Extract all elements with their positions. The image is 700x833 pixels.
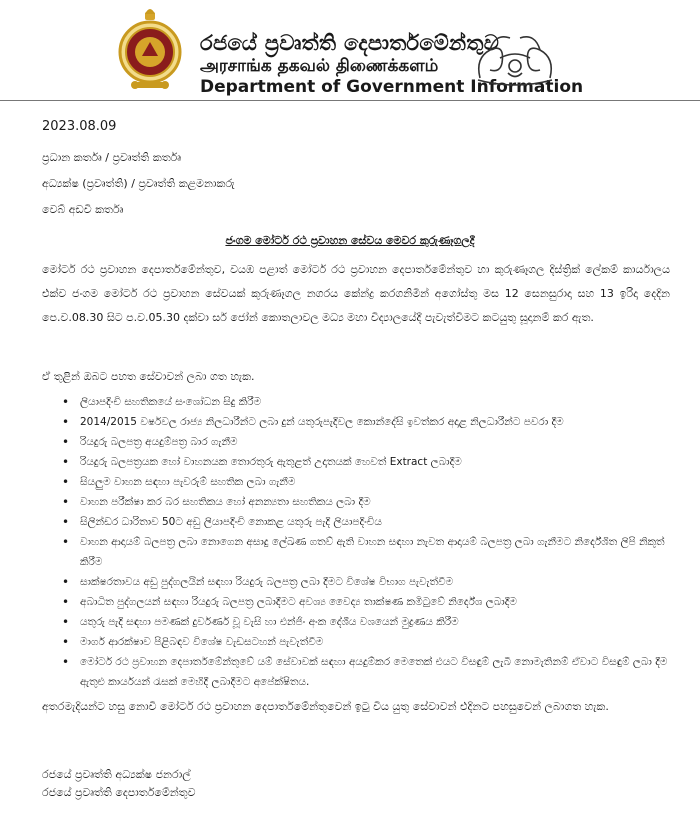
list-item: • මෝටර් රථ ප්‍රවාහන දෙපාර්තමේන්තුවේ යම් සේවාවක් සඳහා අයදුම්කර මෙතෙක් එයට විසඳුම් ලැබී නොමැතිනම් ඒවාට විසඳුම් ලබා දීම ඇතුළු කාර්යයන් රැසක් මෙහිදී ලබාදීමට අපේක්ෂිතය. <box>62 652 672 692</box>
sri-lanka-emblem-icon <box>115 4 185 94</box>
addressee-line: ප්‍රධාන කර්තෘ / ප්‍රවෘත්ති කර්තෘ <box>42 151 181 164</box>
department-title-english: Department of Government Information <box>200 77 584 97</box>
subject-heading <box>0 234 700 248</box>
list-item: • අබාධිත පුද්ගලයන් සඳහා රියදුරු බලපත්‍ර ලබාදීමට අවශ්‍ය වෛද්‍ය තාක්ෂණ කමිටුවේ නිර්දේශ ලබාදීම <box>62 592 672 612</box>
ornamental-swan-icon <box>470 28 560 88</box>
header-divider <box>0 100 700 101</box>
list-item: • රියදුරු බලපත්‍ර අයදුම්පත්‍ර බාර ගැනීම <box>62 432 672 452</box>
list-item: • රියදුරු බලපත්‍රයක හෝ වාහනයක තොරතුරු ඇතුළත් උදෘතයක් හෙවත් Extract ලබාදීම <box>62 452 672 472</box>
list-item: • යතුරු පැදි සඳහා පමණක් දුර්වර්ණ වූ වැසි හා එන්ජිං අංක දේශීය වශයෙන් මුද්‍රණය කිරීම <box>62 612 672 632</box>
body-paragraph: මෝටර් රථ ප්‍රවාහන දෙපාර්තමේන්තුව, වයඹ පළාත් මෝටර් රථ ප්‍රවාහන දෙපාර්තමේන්තුව හා කුරුණෑගල දිස්ත්‍රික් ලේකම් කාර්යාලය එක්ව ජංගම මෝටර් රථ ප්‍රවාහන සේවයක් කුරුණෑගල නගරය කේන්ද්‍ර කරගනිමින් අගෝස්තු මස 12 සෙනසුරාදා සහ 13 ඉරිදා දෙදින පෙ.ව.08.30 සිට ප.ව.05.30 දක්වා සර් ජෝන් කොතලාවල මධ්‍ය මහා විද්‍යාලයේදී පැවැත්වීමට කටයුතු සූදානම් කර ඇත. <box>42 263 670 324</box>
signature-title: රජයේ ප්‍රවෘත්ති අධ්‍යක්ෂ ජනරාල් <box>42 768 191 781</box>
services-list <box>62 392 672 692</box>
list-item: • වාහන ආදායම් බලපත්‍ර ලබා නොගෙන අසාදු ලේඛණ ගතව් ඇති වාහන සඳහා නැවත ආදායම් බලපත්‍ර ලබා ගැනීමට නිර්දේශිත ලිපි නිකුත් කිරීම <box>62 532 672 572</box>
list-item: • වාහන පරීක්ෂා කර බර සහතිකය හෝ අනන්‍යතා සහතිකය ලබා දීම <box>62 492 672 512</box>
addressee-line: වෙබ් අඩවි කර්තෘ <box>42 203 124 216</box>
services-intro: ඒ තුළින් ඔබට පහත සේවාවන් ලබා ගත හැක. <box>42 370 255 383</box>
list-item: • සිලින්ඩර ධාරිතාව 50ට අඩු ලියාපදිංචි නොකළ යතුරු පැදි ලියාපදිංචිය <box>62 512 672 532</box>
list-item: • ලියාපදිංචි සහතිකයේ සංශෝධන සිදු කිරීම <box>62 392 672 412</box>
letter-date: 2023.08.09 <box>42 119 117 134</box>
department-title-tamil: அரசாங்க தகவல் திணைக்களம் <box>200 56 439 76</box>
list-item: • 2014/2015 වර්ෂවල රාජ්‍ය නිලධාරීන්ට ලබා දුන් යතුරුපැදිවල කොන්දේසි ඉවත්කර අදාළ නිලධාරීන්ට පවරා දීම <box>62 412 672 432</box>
signature-department: රජයේ ප්‍රවෘත්ති දෙපාර්තමේන්තුව <box>42 786 196 799</box>
department-title-sinhala: රජයේ ප්‍රවෘත්ති දෙපාර්තමේන්තුව <box>200 31 500 55</box>
list-item: • සියලුම වාහන සඳහා පැවරුම් සහතික ලබා ගැනීම <box>62 472 672 492</box>
list-item: • සාක්ෂරතාවය අඩු පුද්ගලයින් සඳහා රියදුරු බලපත්‍ර ලබා දීමට විශේෂ විභාග පැවැත්වීම <box>62 572 672 592</box>
addressee-line: අධ්‍යක්ෂ (ප්‍රවෘත්ති) / ප්‍රවෘත්ති කළමනාකරු <box>42 177 235 190</box>
letterhead <box>0 0 700 100</box>
subject-text: ජංගම මෝටර් රථ ප්‍රවාහන සේවය මෙවර කුරුණෑගලදී <box>225 234 475 247</box>
closing-paragraph: අතරමැදියන්ට හසු නොවී මෝටර් රථ ප්‍රවාහන දෙපාර්තමේන්තුවෙන් ඉටු විය යුතු සේවාවන් එදිනට පහසුවෙන් ලබාගත හැක. <box>42 700 609 713</box>
list-item: • මාර්ග ආරක්ෂාව පිළිබඳව විශේෂ වැඩසටහන් පැවැත්වීම <box>62 632 672 652</box>
